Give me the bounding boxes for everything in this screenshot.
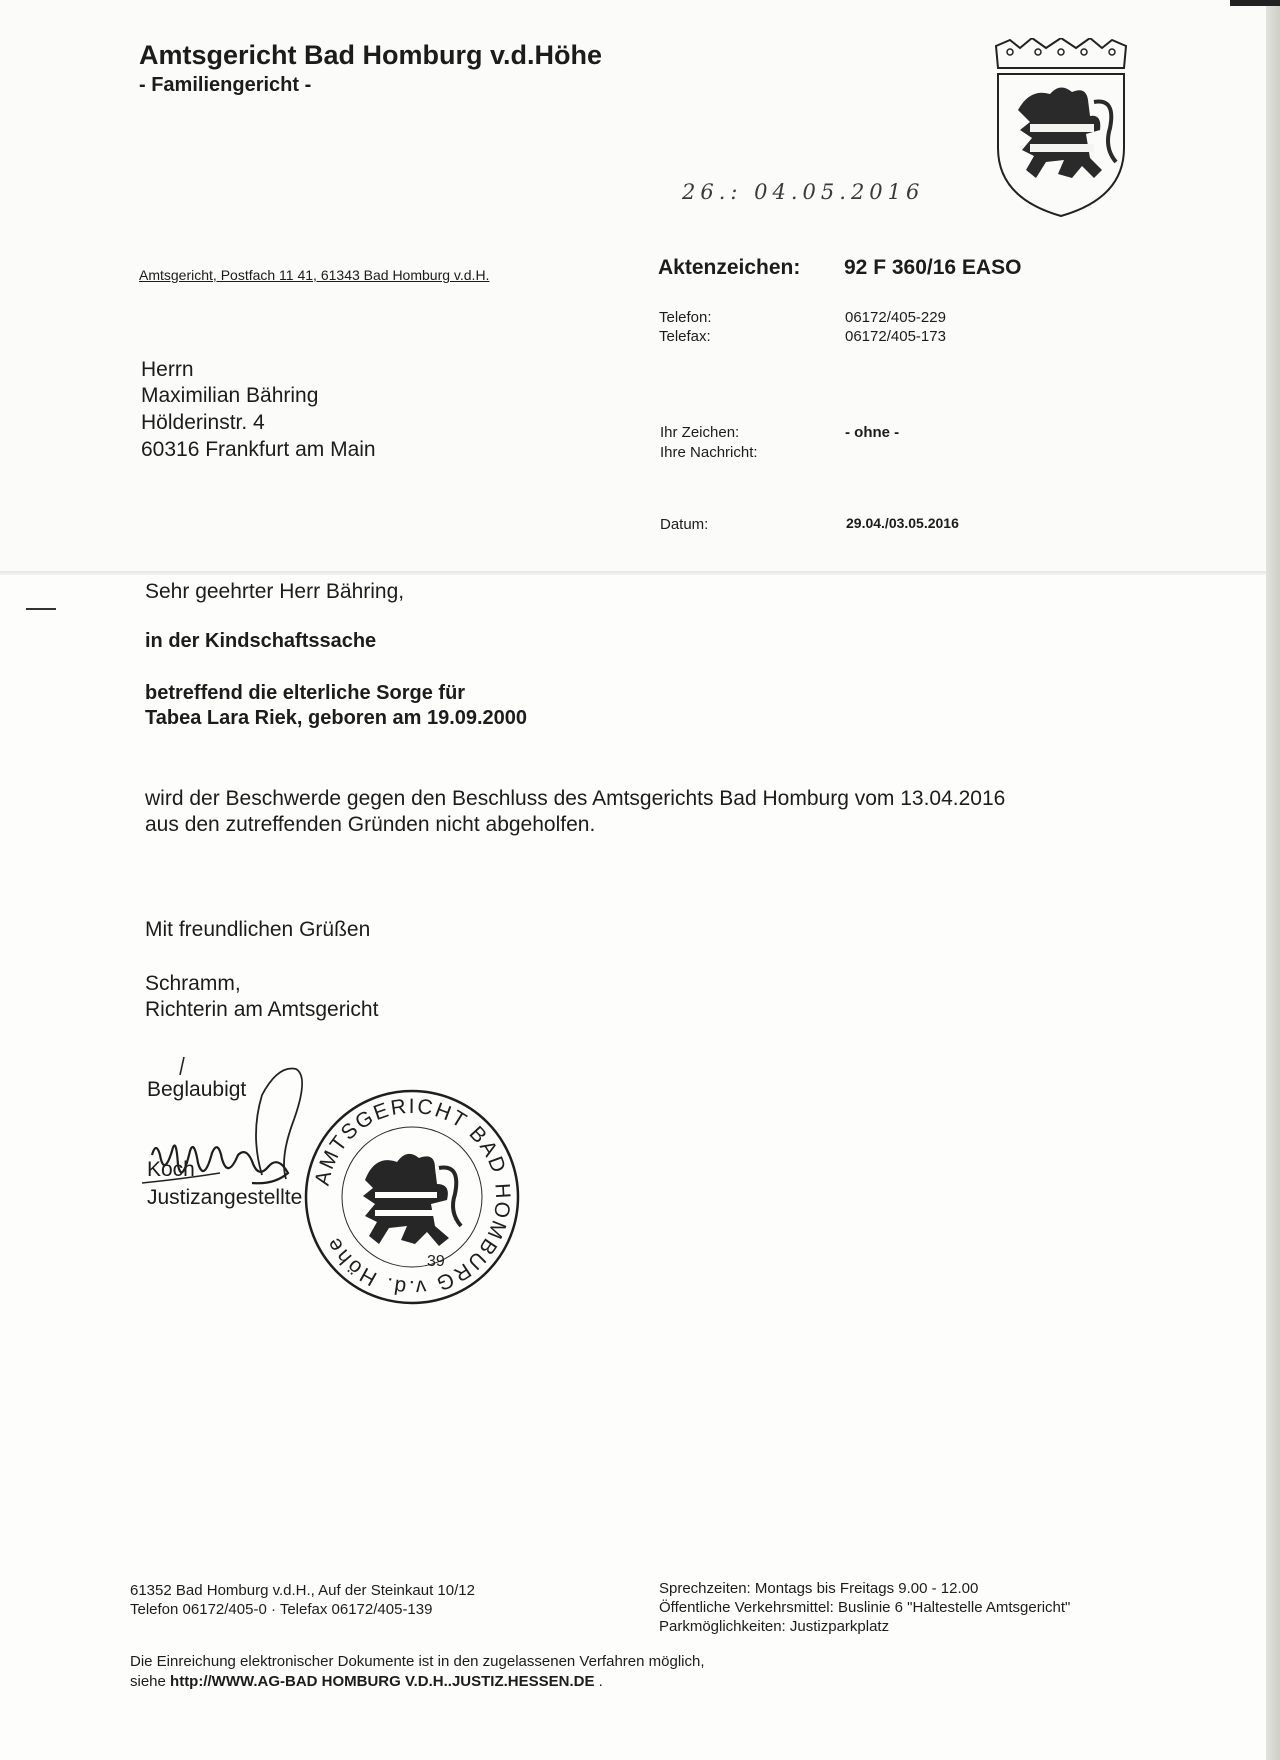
clerk-title: Justizangestellte bbox=[147, 1186, 303, 1209]
fold-mark bbox=[26, 608, 56, 610]
greeting: Sehr geehrter Herr Bähring, bbox=[145, 580, 405, 603]
decision-text-line-1: wird der Beschwerde gegen den Beschluss des Amtsgerichts Bad Homburg vom 13.04.2016 bbox=[145, 787, 1006, 810]
hessen-crest-icon bbox=[990, 38, 1132, 218]
telefax-value: 06172/405-173 bbox=[845, 328, 946, 345]
handwritten-signature bbox=[142, 1055, 322, 1210]
footer-website-line bbox=[130, 1673, 603, 1690]
footer-public-transport: Öffentliche Verkehrsmittel: Buslinie 6 "Haltestelle Amtsgericht" bbox=[659, 1599, 1071, 1616]
court-seal-stamp-icon bbox=[303, 1088, 521, 1306]
recipient-street: Hölderinstr. 4 bbox=[141, 411, 265, 434]
paper-fold-line bbox=[0, 571, 1266, 575]
datum-label: Datum: bbox=[660, 516, 709, 533]
footer-address-line-2: Telefon 06172/405-0 · Telefax 06172/405-139 bbox=[130, 1601, 433, 1618]
footer-electronic-submission: Die Einreichung elektronischer Dokumente ist in den zugelassenen Verfahren möglich, bbox=[130, 1653, 705, 1670]
datum-value: 29.04./03.05.2016 bbox=[846, 515, 959, 531]
return-address: Amtsgericht, Postfach 11 41, 61343 Bad Homburg v.d.H. bbox=[139, 267, 490, 283]
court-department: - Familiengericht - bbox=[139, 74, 312, 96]
judge-title: Richterin am Amtsgericht bbox=[145, 998, 379, 1021]
aktenzeichen-label: Aktenzeichen: bbox=[658, 256, 801, 279]
stamp-number: 39 bbox=[427, 1253, 445, 1270]
ihr-zeichen-label: Ihr Zeichen: bbox=[660, 424, 740, 441]
ihre-nachricht-label: Ihre Nachricht: bbox=[660, 444, 758, 461]
subject-concerning: betreffend die elterliche Sorge für bbox=[145, 682, 466, 704]
recipient-salutation: Herrn bbox=[141, 358, 194, 381]
judge-name: Schramm, bbox=[145, 972, 241, 995]
recipient-city: 60316 Frankfurt am Main bbox=[141, 438, 376, 461]
footer-website-suffix: . bbox=[598, 1673, 603, 1690]
certified-label: Beglaubigt bbox=[147, 1078, 247, 1101]
clerk-name: Koch bbox=[147, 1158, 195, 1181]
footer-address-line-1: 61352 Bad Homburg v.d.H., Auf der Steinkaut 10/12 bbox=[130, 1582, 475, 1599]
scan-edge-mark bbox=[1230, 0, 1280, 6]
telefax-label: Telefax: bbox=[659, 328, 711, 345]
handwritten-receipt-note: 26.: 04.05.2016 bbox=[682, 180, 925, 204]
aktenzeichen-value: 92 F 360/16 EASO bbox=[844, 256, 1022, 279]
recipient-name: Maximilian Bähring bbox=[141, 384, 319, 407]
footer-website-prefix: siehe bbox=[130, 1673, 166, 1690]
court-name: Amtsgericht Bad Homburg v.d.Höhe bbox=[139, 40, 603, 70]
footer-website-link[interactable]: http://WWW.AG-BAD HOMBURG V.D.H..JUSTIZ.HESSEN.DE bbox=[170, 1673, 595, 1690]
subject-case-type: in der Kindschaftssache bbox=[145, 630, 377, 652]
stamp-ring-text: AMTSGERICHT BAD HOMBURG v.d. Höhe bbox=[310, 1094, 515, 1300]
subject-child: Tabea Lara Riek, geboren am 19.09.2000 bbox=[145, 707, 528, 729]
telefon-value: 06172/405-229 bbox=[845, 309, 946, 326]
closing: Mit freundlichen Grüßen bbox=[145, 918, 371, 941]
footer-parking: Parkmöglichkeiten: Justizparkplatz bbox=[659, 1618, 890, 1635]
footer-office-hours: Sprechzeiten: Montags bis Freitags 9.00 - 12.00 bbox=[659, 1580, 979, 1597]
paper-edge bbox=[1266, 0, 1280, 1760]
telefon-label: Telefon: bbox=[659, 309, 712, 326]
ihr-zeichen-value: - ohne - bbox=[845, 424, 900, 441]
decision-text-line-2: aus den zutreffenden Gründen nicht abgeholfen. bbox=[145, 813, 596, 836]
